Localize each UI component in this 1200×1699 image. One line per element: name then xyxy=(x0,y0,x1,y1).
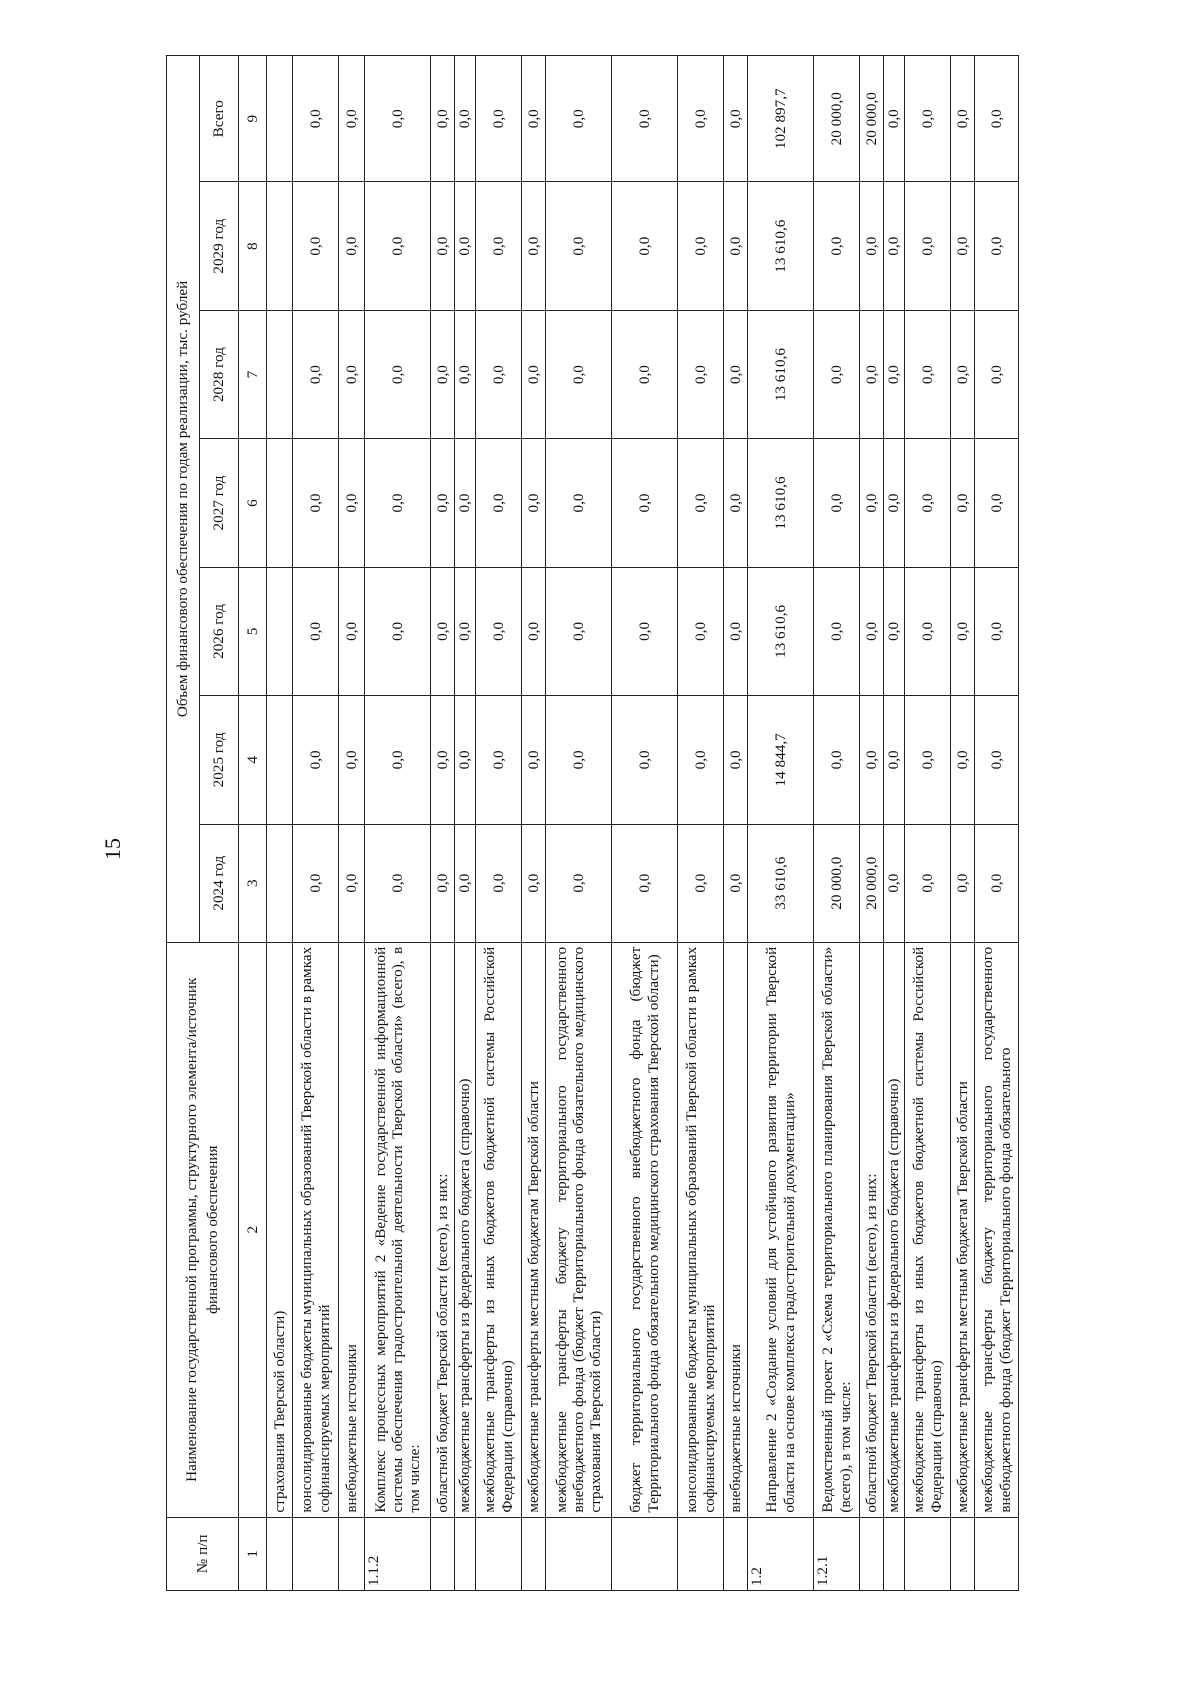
row-total-cell: 0,0 xyxy=(905,56,951,182)
table-row xyxy=(476,56,522,1591)
header-year-2024: 2024 год xyxy=(200,824,239,942)
row-value-cell: 0,0 xyxy=(522,824,546,942)
table-row xyxy=(860,56,884,1591)
row-name-cell: страхования Тверской области) xyxy=(267,942,293,1517)
row-value-cell: 0,0 xyxy=(431,439,455,567)
row-total-cell: 0,0 xyxy=(951,56,975,182)
row-total-cell: 102 897,7 xyxy=(748,56,814,182)
row-total-cell: 0,0 xyxy=(455,56,476,182)
row-number-cell xyxy=(522,1517,546,1590)
header-name-column: Наименование государственной программы, структурного элемента/источник финансового обеспечения xyxy=(167,942,239,1517)
row-name-cell: межбюджетные трансферты местным бюджетам Тверской области xyxy=(522,942,546,1517)
row-value-cell: 0,0 xyxy=(951,439,975,567)
row-number-cell xyxy=(905,1517,951,1590)
row-value-cell: 0,0 xyxy=(476,439,522,567)
row-value-cell xyxy=(267,696,293,824)
row-total-cell: 0,0 xyxy=(339,56,365,182)
row-value-cell xyxy=(267,310,293,438)
row-number-cell xyxy=(455,1517,476,1590)
row-name-cell: консолидированные бюджеты муниципальных образований Тверской области в рамках софинансируемых мероприятий xyxy=(678,942,724,1517)
row-value-cell: 0,0 xyxy=(431,696,455,824)
row-value-cell: 14 844,7 xyxy=(748,696,814,824)
row-total-cell: 20 000,0 xyxy=(860,56,884,182)
header-year-2029: 2029 год xyxy=(200,182,239,310)
row-value-cell: 0,0 xyxy=(612,439,678,567)
row-value-cell: 0,0 xyxy=(522,310,546,438)
row-value-cell: 0,0 xyxy=(522,182,546,310)
row-number-cell xyxy=(431,1517,455,1590)
row-number-cell xyxy=(476,1517,522,1590)
row-total-cell: 0,0 xyxy=(293,56,339,182)
row-name-cell: межбюджетные трансферты из федерального бюджета (справочно) xyxy=(884,942,905,1517)
row-value-cell: 0,0 xyxy=(612,696,678,824)
table-row xyxy=(293,56,339,1591)
row-value-cell: 0,0 xyxy=(546,696,612,824)
row-value-cell: 0,0 xyxy=(724,567,748,695)
row-total-cell: 0,0 xyxy=(365,56,431,182)
row-value-cell: 0,0 xyxy=(884,439,905,567)
column-number: 9 xyxy=(239,56,267,182)
row-name-cell: межбюджетные трансферты местным бюджетам Тверской области xyxy=(951,942,975,1517)
row-number-cell xyxy=(860,1517,884,1590)
column-numbers-row xyxy=(239,56,267,1591)
row-value-cell: 0,0 xyxy=(293,567,339,695)
header-year-2025: 2025 год xyxy=(200,696,239,824)
row-total-cell: 0,0 xyxy=(975,56,1019,182)
row-value-cell: 0,0 xyxy=(884,824,905,942)
column-number: 5 xyxy=(239,567,267,695)
row-total-cell xyxy=(267,56,293,182)
table-row xyxy=(546,56,612,1591)
column-number: 7 xyxy=(239,310,267,438)
row-value-cell: 0,0 xyxy=(455,567,476,695)
row-value-cell: 13 610,6 xyxy=(748,567,814,695)
row-name-cell: межбюджетные трансферты из федерального бюджета (справочно) xyxy=(455,942,476,1517)
row-value-cell xyxy=(267,567,293,695)
row-value-cell: 0,0 xyxy=(476,182,522,310)
row-value-cell: 0,0 xyxy=(814,310,860,438)
row-total-cell: 0,0 xyxy=(431,56,455,182)
table-row xyxy=(975,56,1019,1591)
row-name-cell: консолидированные бюджеты муниципальных образований Тверской области в рамках софинансируемых мероприятий xyxy=(293,942,339,1517)
header-total: Всего xyxy=(200,56,239,182)
row-value-cell: 0,0 xyxy=(678,182,724,310)
table-row xyxy=(951,56,975,1591)
row-value-cell: 0,0 xyxy=(678,310,724,438)
header-year-2026: 2026 год xyxy=(200,567,239,695)
row-value-cell: 0,0 xyxy=(860,310,884,438)
row-number-cell: 1.2.1 xyxy=(814,1517,860,1590)
row-value-cell: 0,0 xyxy=(455,696,476,824)
row-value-cell: 0,0 xyxy=(522,567,546,695)
row-number-cell xyxy=(975,1517,1019,1590)
row-value-cell: 0,0 xyxy=(365,310,431,438)
row-value-cell: 0,0 xyxy=(522,439,546,567)
row-value-cell: 13 610,6 xyxy=(748,182,814,310)
row-number-cell xyxy=(612,1517,678,1590)
row-value-cell: 0,0 xyxy=(724,439,748,567)
row-value-cell: 13 610,6 xyxy=(748,439,814,567)
row-number-cell xyxy=(884,1517,905,1590)
table-row xyxy=(522,56,546,1591)
row-value-cell: 0,0 xyxy=(612,310,678,438)
row-value-cell: 0,0 xyxy=(860,567,884,695)
row-value-cell: 0,0 xyxy=(522,696,546,824)
row-value-cell: 0,0 xyxy=(339,182,365,310)
row-value-cell: 0,0 xyxy=(905,824,951,942)
row-total-cell: 0,0 xyxy=(546,56,612,182)
row-number-cell: 1.2 xyxy=(748,1517,814,1590)
row-value-cell: 0,0 xyxy=(678,439,724,567)
row-name-cell: областной бюджет Тверской области (всего), из них: xyxy=(431,942,455,1517)
row-value-cell: 0,0 xyxy=(814,567,860,695)
row-value-cell: 0,0 xyxy=(612,824,678,942)
row-name-cell: внебюджетные источники xyxy=(724,942,748,1517)
row-value-cell: 0,0 xyxy=(431,824,455,942)
column-number: 8 xyxy=(239,182,267,310)
table-row xyxy=(431,56,455,1591)
row-number-cell xyxy=(546,1517,612,1590)
row-total-cell: 0,0 xyxy=(476,56,522,182)
row-value-cell: 0,0 xyxy=(612,567,678,695)
row-value-cell: 0,0 xyxy=(339,567,365,695)
row-value-cell: 0,0 xyxy=(951,310,975,438)
row-value-cell: 0,0 xyxy=(365,439,431,567)
row-value-cell: 0,0 xyxy=(814,439,860,567)
row-value-cell: 0,0 xyxy=(678,696,724,824)
row-value-cell: 0,0 xyxy=(814,696,860,824)
row-value-cell: 0,0 xyxy=(476,310,522,438)
row-name-cell: межбюджетные трансферты из иных бюджетов бюджетной системы Российской Федерации (справочно) xyxy=(476,942,522,1517)
row-name-cell: областной бюджет Тверской области (всего), из них: xyxy=(860,942,884,1517)
row-value-cell: 0,0 xyxy=(339,439,365,567)
row-name-cell: Направление 2 «Создание условий для устойчивого развития территории Тверской области на основе комплекса градостроительной документации» xyxy=(748,942,814,1517)
row-value-cell: 0,0 xyxy=(905,696,951,824)
table-row xyxy=(884,56,905,1591)
row-value-cell: 0,0 xyxy=(339,310,365,438)
header-year-2028: 2028 год xyxy=(200,310,239,438)
row-name-cell: внебюджетные источники xyxy=(339,942,365,1517)
row-value-cell: 0,0 xyxy=(431,182,455,310)
row-value-cell: 0,0 xyxy=(724,310,748,438)
row-name-cell: межбюджетные трансферты бюджету территориального государственного внебюджетного фонда (бюджет Территориального фонда обязательного медицинского страхования Тверской области) xyxy=(546,942,612,1517)
row-value-cell: 0,0 xyxy=(975,567,1019,695)
row-value-cell: 0,0 xyxy=(431,567,455,695)
row-value-cell: 0,0 xyxy=(860,439,884,567)
row-value-cell: 0,0 xyxy=(905,439,951,567)
table-row xyxy=(339,56,365,1591)
row-value-cell: 0,0 xyxy=(951,182,975,310)
row-value-cell: 20 000,0 xyxy=(860,824,884,942)
column-number: 3 xyxy=(239,824,267,942)
row-value-cell: 0,0 xyxy=(884,567,905,695)
row-value-cell: 0,0 xyxy=(293,182,339,310)
row-value-cell: 0,0 xyxy=(612,182,678,310)
row-value-cell: 0,0 xyxy=(546,824,612,942)
row-value-cell: 0,0 xyxy=(293,824,339,942)
table-row xyxy=(365,56,431,1591)
row-value-cell: 0,0 xyxy=(678,567,724,695)
row-value-cell: 0,0 xyxy=(339,824,365,942)
row-value-cell: 0,0 xyxy=(455,310,476,438)
table-row xyxy=(748,56,814,1591)
column-number: 1 xyxy=(239,1517,267,1590)
row-number-cell xyxy=(724,1517,748,1590)
row-value-cell: 0,0 xyxy=(814,182,860,310)
row-value-cell: 0,0 xyxy=(724,696,748,824)
row-value-cell: 0,0 xyxy=(293,696,339,824)
table-row xyxy=(678,56,724,1591)
row-total-cell: 0,0 xyxy=(612,56,678,182)
row-value-cell: 0,0 xyxy=(476,696,522,824)
row-number-cell xyxy=(678,1517,724,1590)
row-value-cell: 0,0 xyxy=(546,567,612,695)
row-value-cell: 0,0 xyxy=(905,182,951,310)
row-value-cell xyxy=(267,439,293,567)
column-number: 4 xyxy=(239,696,267,824)
row-value-cell: 13 610,6 xyxy=(748,310,814,438)
financing-table xyxy=(166,55,1019,1591)
row-total-cell: 0,0 xyxy=(724,56,748,182)
row-value-cell: 0,0 xyxy=(884,182,905,310)
row-value-cell: 0,0 xyxy=(455,439,476,567)
row-value-cell: 0,0 xyxy=(365,567,431,695)
row-total-cell: 0,0 xyxy=(522,56,546,182)
column-number: 6 xyxy=(239,439,267,567)
row-value-cell: 0,0 xyxy=(975,182,1019,310)
row-number-cell xyxy=(293,1517,339,1590)
row-value-cell: 0,0 xyxy=(860,696,884,824)
row-value-cell: 0,0 xyxy=(365,182,431,310)
page-number: 15 xyxy=(100,838,125,860)
header-number-column: № п/п xyxy=(167,1517,239,1590)
row-value-cell: 33 610,6 xyxy=(748,824,814,942)
row-value-cell: 0,0 xyxy=(951,567,975,695)
row-value-cell: 0,0 xyxy=(975,439,1019,567)
row-value-cell: 0,0 xyxy=(678,824,724,942)
row-value-cell: 0,0 xyxy=(724,182,748,310)
row-number-cell xyxy=(267,1517,293,1590)
row-value-cell: 0,0 xyxy=(905,310,951,438)
table-header xyxy=(167,56,267,1591)
row-value-cell: 0,0 xyxy=(476,824,522,942)
row-name-cell: Ведомственный проект 2 «Схема территориального планирования Тверской области» (всего), в том числе: xyxy=(814,942,860,1517)
row-number-cell xyxy=(339,1517,365,1590)
row-value-cell: 0,0 xyxy=(860,182,884,310)
row-value-cell: 0,0 xyxy=(431,310,455,438)
row-value-cell: 0,0 xyxy=(339,696,365,824)
table-row xyxy=(267,56,293,1591)
row-total-cell: 0,0 xyxy=(678,56,724,182)
row-value-cell: 0,0 xyxy=(884,310,905,438)
row-name-cell: межбюджетные трансферты бюджету территориального государственного внебюджетного фонда (бюджет Территориального фонда обязательного xyxy=(975,942,1019,1517)
row-value-cell: 0,0 xyxy=(951,824,975,942)
row-name-cell: Комплекс процессных мероприятий 2 «Ведение государственной информационной системы обеспечения градостроительной деятельности Тверской области» (всего), в том числе: xyxy=(365,942,431,1517)
row-value-cell: 0,0 xyxy=(951,696,975,824)
row-name-cell: бюджет территориального государственного внебюджетного фонда (бюджет Территориального фонда обязательного медицинского страхования Тверской области) xyxy=(612,942,678,1517)
row-value-cell: 0,0 xyxy=(546,439,612,567)
row-total-cell: 20 000,0 xyxy=(814,56,860,182)
row-value-cell: 0,0 xyxy=(975,310,1019,438)
row-value-cell xyxy=(267,182,293,310)
row-value-cell: 0,0 xyxy=(365,696,431,824)
header-year-2027: 2027 год xyxy=(200,439,239,567)
row-value-cell: 0,0 xyxy=(455,182,476,310)
table-row xyxy=(612,56,678,1591)
table-row xyxy=(905,56,951,1591)
financing-table-wrapper xyxy=(166,55,1019,1591)
row-value-cell: 0,0 xyxy=(724,824,748,942)
row-value-cell: 0,0 xyxy=(546,310,612,438)
row-name-cell: межбюджетные трансферты из иных бюджетов бюджетной системы Российской Федерации (справочно) xyxy=(905,942,951,1517)
row-value-cell: 0,0 xyxy=(476,567,522,695)
row-number-cell xyxy=(951,1517,975,1590)
row-value-cell: 0,0 xyxy=(546,182,612,310)
table-row xyxy=(724,56,748,1591)
row-value-cell: 0,0 xyxy=(884,696,905,824)
table-body xyxy=(267,56,1019,1591)
row-value-cell: 20 000,0 xyxy=(814,824,860,942)
row-value-cell: 0,0 xyxy=(905,567,951,695)
row-value-cell: 0,0 xyxy=(455,824,476,942)
row-value-cell: 0,0 xyxy=(293,310,339,438)
row-value-cell: 0,0 xyxy=(975,824,1019,942)
row-value-cell: 0,0 xyxy=(975,696,1019,824)
row-total-cell: 0,0 xyxy=(884,56,905,182)
table-row xyxy=(455,56,476,1591)
table-row xyxy=(814,56,860,1591)
row-value-cell: 0,0 xyxy=(365,824,431,942)
column-number: 2 xyxy=(239,942,267,1517)
header-volume-column: Объем финансового обеспечения по годам реализации, тыс. рублей xyxy=(167,56,200,943)
row-value-cell xyxy=(267,824,293,942)
row-value-cell: 0,0 xyxy=(293,439,339,567)
row-number-cell: 1.1.2 xyxy=(365,1517,431,1590)
